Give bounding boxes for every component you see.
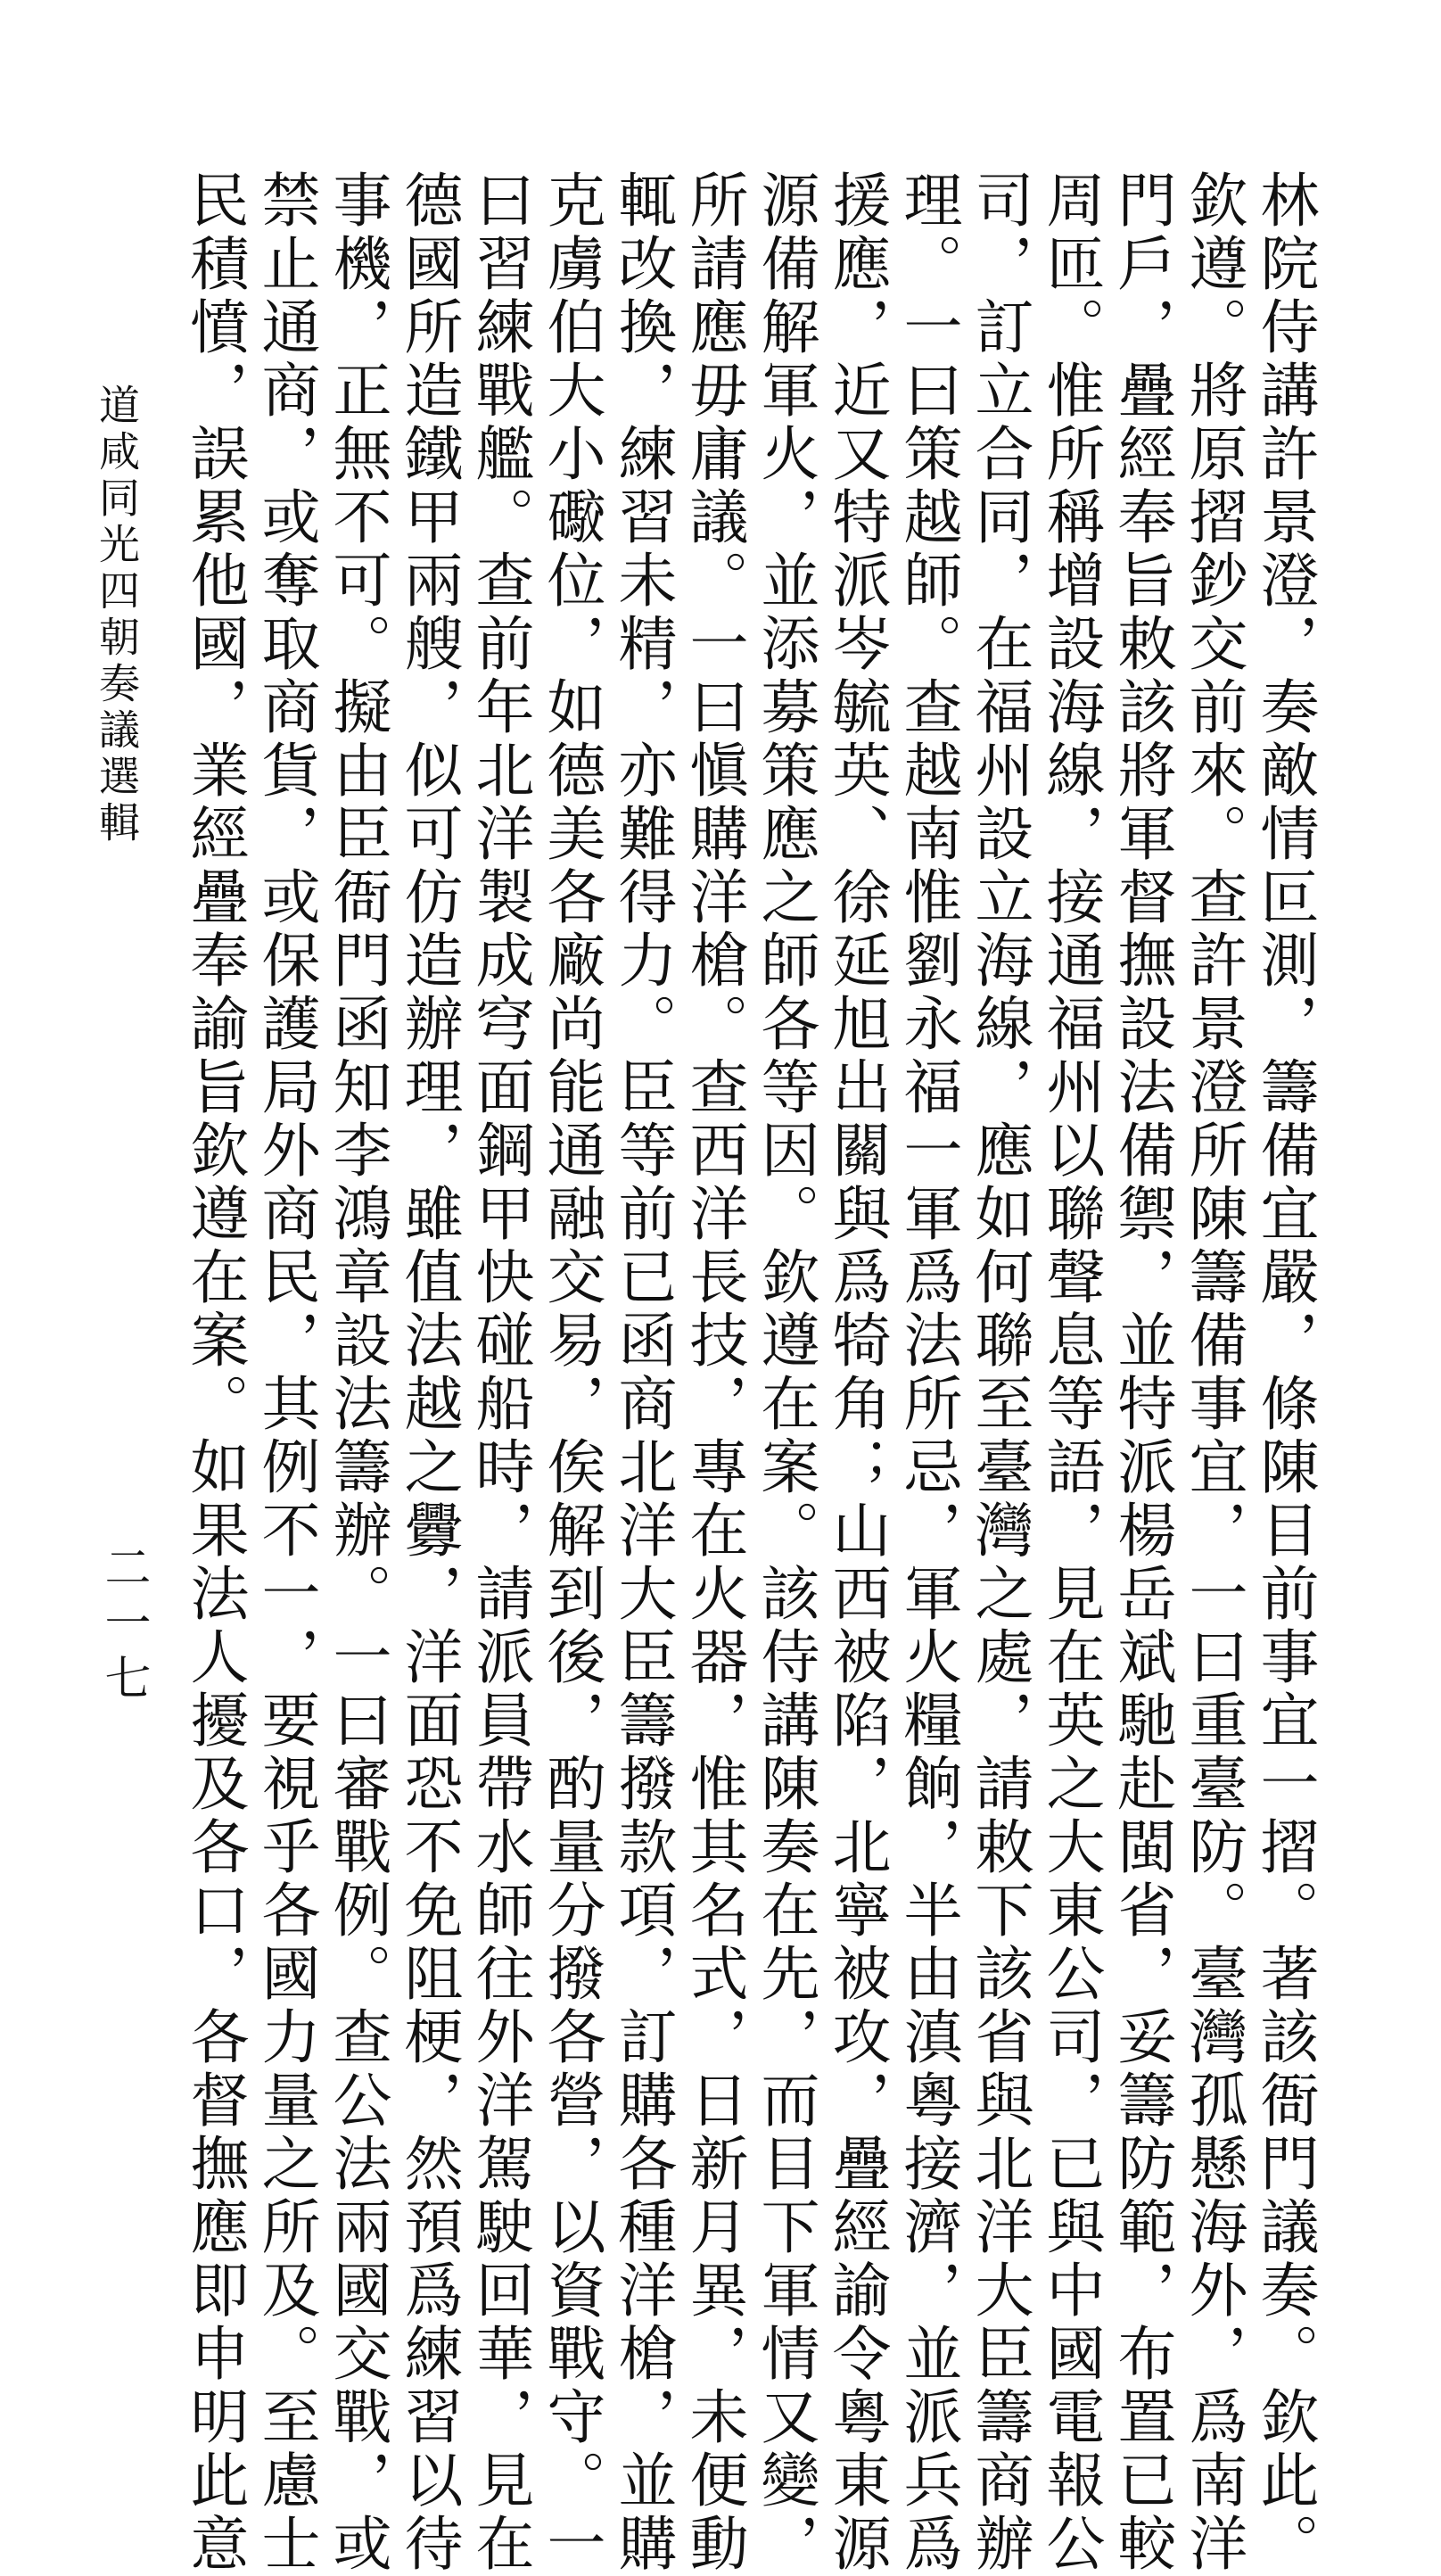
text-column: 欽遵。將原摺鈔交前來。查許景澄所陳籌備事宜，一曰重臺防。臺灣孤懸海外，爲南洋 — [1179, 169, 1247, 2576]
text-column: 曰習練戰艦。查前年北洋製成穹面鋼甲快碰船時，請派員帶水師往外洋駕駛回華，見在 — [465, 169, 534, 2576]
text-column: 事機，正無不可。擬由臣衙門函知李鴻章設法籌辦。一曰審戰例。查公法兩國交戰，或 — [323, 169, 391, 2576]
text-column: 司，訂立合同，在福州設立海線，應如何聯至臺灣之處，請敕下該省與北洋大臣籌商辦 — [965, 169, 1033, 2576]
text-column: 輒改換，練習未精，亦難得力。臣等前已函商北洋大臣籌撥款項，訂購各種洋槍，並購 — [608, 169, 677, 2576]
text-column: 周匝。惟所稱增設海線，接通福州以聯聲息等語，見在英之大東公司，已與中國電報公 — [1036, 169, 1105, 2576]
text-column: 林院侍講許景澄，奏敵情叵測，籌備宜嚴，條陳目前事宜一摺。著該衙門議奏。欽此。 — [1250, 169, 1319, 2576]
text-column: 德國所造鐵甲兩艘，似可仿造辦理，雖值法越之釁，洋面恐不免阻梗，然預爲練習以待 — [394, 169, 463, 2576]
text-column: 門戶，疊經奉旨敕該將軍督撫設法備禦，並特派楊岳斌馳赴閩省，妥籌防範，布置已較 — [1108, 169, 1176, 2576]
body-text — [169, 169, 1320, 2576]
text-column: 援應，近又特派岑毓英、徐延旭出關與爲犄角；山西被陷，北寧被攻，疊經諭令粵東源 — [822, 169, 891, 2576]
text-column: 禁止通商，或奪取商貨，或保護局外商民，其例不一，要視乎各國力量之所及。至慮士 — [251, 169, 320, 2576]
text-column: 民積憤，誤累他國，業經疊奉諭旨欽遵在案。如果法人擾及各口，各督撫應即申明此意 — [180, 169, 249, 2576]
text-column: 所請應毋庸議。一曰愼購洋槍。查西洋長技，專在火器，惟其名式，日新月異，未便動 — [679, 169, 748, 2576]
page-number: 二一七 — [96, 1543, 150, 1709]
running-head: 道咸同光四朝奏議選輯 — [93, 384, 141, 847]
text-column: 源備解軍火，並添募策應之師各等因。欽遵在案。該侍講陳奏在先，而目下軍情又變， — [751, 169, 819, 2576]
text-column: 克虜伯大小礮位，如德美各廠尚能通融交易，俟解到後，酌量分撥各營，以資戰守。一 — [537, 169, 605, 2576]
text-column: 理。一曰策越師。查越南惟劉永福一軍爲法所忌，軍火糧餉，半由滇粵接濟，並派兵爲 — [893, 169, 962, 2576]
